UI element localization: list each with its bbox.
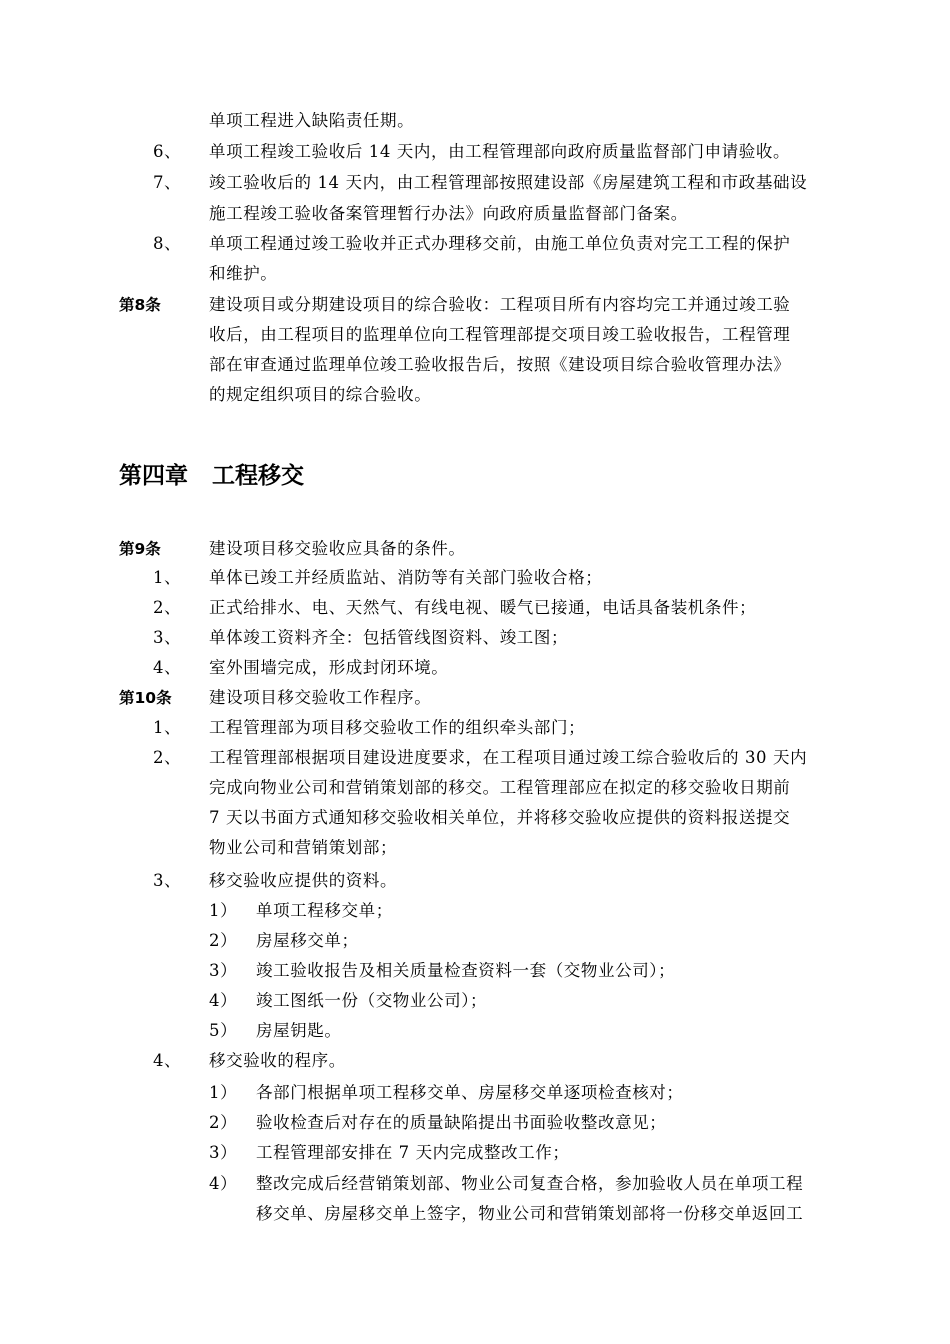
item-text: 移交验收应提供的资料。 bbox=[209, 871, 398, 890]
item-text: 单项工程竣工验收后 14 天内，由工程管理部向政府质量监督部门申请验收。 bbox=[209, 142, 791, 161]
sub-item-text: 单项工程移交单； bbox=[256, 901, 393, 920]
item-text: 单体竣工资料齐全：包括管线图资料、竣工图； bbox=[209, 628, 569, 647]
chapter-title: 工程移交 bbox=[212, 463, 304, 489]
sub-item-text: 竣工验收报告及相关质量检查资料一套（交物业公司）； bbox=[256, 961, 676, 980]
sub-item-number: 4） bbox=[209, 1174, 238, 1193]
item-text: 完成向物业公司和营销策划部的移交。工程管理部应在拟定的移交验收日期前 bbox=[209, 778, 791, 797]
item-number: 2、 bbox=[153, 748, 182, 767]
item-text: 竣工验收后的 14 天内，由工程管理部按照建设部《房屋建筑工程和市政基础设 bbox=[209, 173, 808, 192]
article-text: 的规定组织项目的综合验收。 bbox=[209, 385, 432, 404]
item-number: 8、 bbox=[153, 234, 182, 253]
article-label: 第8条 bbox=[119, 296, 161, 314]
item-text: 物业公司和营销策划部； bbox=[209, 838, 398, 857]
item-number: 4、 bbox=[153, 658, 182, 677]
item-number: 7、 bbox=[153, 173, 182, 192]
sub-item-number: 4） bbox=[209, 991, 238, 1010]
item-text: 室外围墙完成，形成封闭环境。 bbox=[209, 658, 449, 677]
item-text: 正式给排水、电、天然气、有线电视、暖气已接通，电话具备装机条件； bbox=[209, 598, 757, 617]
sub-item-number: 5） bbox=[209, 1021, 238, 1040]
item-text: 7 天以书面方式通知移交验收相关单位，并将移交验收应提供的资料报送提交 bbox=[209, 808, 791, 827]
chapter-heading bbox=[119, 461, 304, 491]
article-text: 建设项目或分期建设项目的综合验收：工程项目所有内容均完工并通过竣工验 bbox=[209, 295, 791, 314]
sub-item-number: 1） bbox=[209, 901, 238, 920]
item-text: 单体已竣工并经质监站、消防等有关部门验收合格； bbox=[209, 568, 603, 587]
item-number: 4、 bbox=[153, 1051, 182, 1070]
continued-line: 单项工程进入缺陷责任期。 bbox=[209, 111, 415, 130]
sub-item-text: 房屋钥匙。 bbox=[256, 1021, 342, 1040]
sub-item-text: 各部门根据单项工程移交单、房屋移交单逐项检查核对； bbox=[256, 1083, 684, 1102]
sub-item-text: 移交单、房屋移交单上签字，物业公司和营销策划部将一份移交单返回工 bbox=[256, 1204, 804, 1223]
article-text: 建设项目移交验收应具备的条件。 bbox=[209, 539, 466, 558]
article-text: 收后，由工程项目的监理单位向工程管理部提交项目竣工验收报告，工程管理 bbox=[209, 325, 791, 344]
article-text: 建设项目移交验收工作程序。 bbox=[209, 688, 432, 707]
article-text: 部在审查通过监理单位竣工验收报告后，按照《建设项目综合验收管理办法》 bbox=[209, 355, 791, 374]
sub-item-number: 3） bbox=[209, 961, 238, 980]
item-text: 单项工程通过竣工验收并正式办理移交前，由施工单位负责对完工工程的保护 bbox=[209, 234, 791, 253]
article-label: 第9条 bbox=[119, 540, 161, 558]
sub-item-text: 房屋移交单； bbox=[256, 931, 359, 950]
item-number: 1、 bbox=[153, 718, 182, 737]
sub-item-text: 整改完成后经营销策划部、物业公司复查合格，参加验收人员在单项工程 bbox=[256, 1174, 804, 1193]
sub-item-number: 2） bbox=[209, 931, 238, 950]
item-text: 移交验收的程序。 bbox=[209, 1051, 346, 1070]
item-number: 3、 bbox=[153, 628, 182, 647]
sub-item-number: 2） bbox=[209, 1113, 238, 1132]
item-text: 工程管理部根据项目建设进度要求，在工程项目通过竣工综合验收后的 30 天内 bbox=[209, 748, 808, 767]
sub-item-text: 验收检查后对存在的质量缺陷提出书面验收整改意见； bbox=[256, 1113, 667, 1132]
item-number: 1、 bbox=[153, 568, 182, 587]
chapter-number: 第四章 bbox=[119, 463, 188, 489]
item-number: 6、 bbox=[153, 142, 182, 161]
sub-item-number: 3） bbox=[209, 1143, 238, 1162]
sub-item-text: 工程管理部安排在 7 天内完成整改工作； bbox=[256, 1143, 570, 1162]
item-number: 3、 bbox=[153, 871, 182, 890]
item-number: 2、 bbox=[153, 598, 182, 617]
item-text: 和维护。 bbox=[209, 264, 278, 283]
sub-item-number: 1） bbox=[209, 1083, 238, 1102]
item-text: 工程管理部为项目移交验收工作的组织牵头部门； bbox=[209, 718, 586, 737]
sub-item-text: 竣工图纸一份（交物业公司）； bbox=[256, 991, 488, 1010]
item-text: 施工程竣工验收备案管理暂行办法》向政府质量监督部门备案。 bbox=[209, 204, 688, 223]
article-label: 第10条 bbox=[119, 689, 172, 707]
